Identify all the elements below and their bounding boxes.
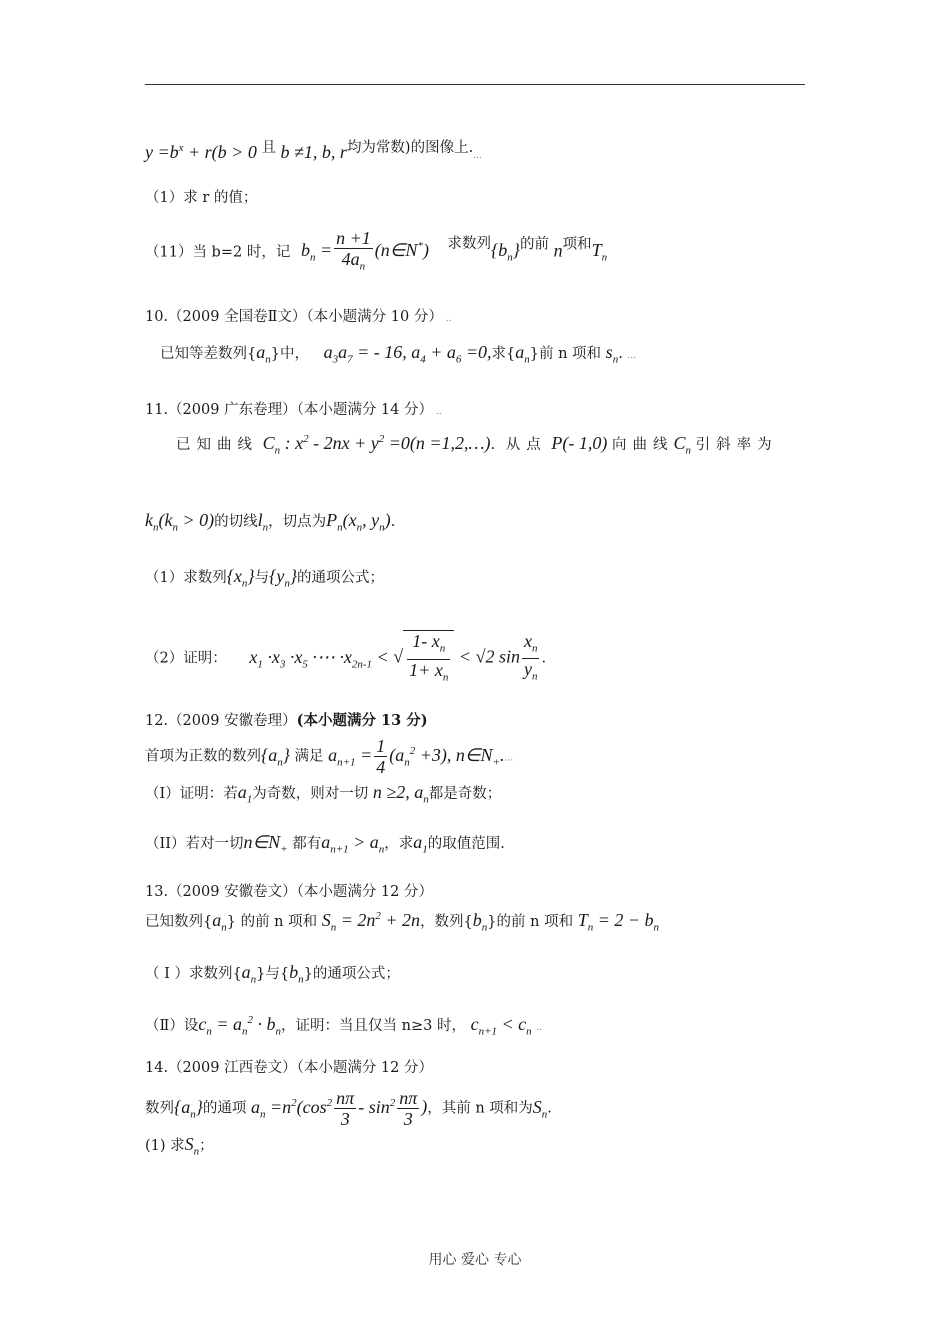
text: （Ⅱ）设 [145, 1018, 199, 1034]
problem-12-body: 首项为正数的数列$\{a_n\}$ 满足 $a_{n+1}$ = $\frac{1}{4}$ $(a_n^2 +3)$, $n\in N_+$.... [145, 736, 514, 777]
problem-14-q1: (1) 求$S_n$； [145, 1134, 214, 1158]
problem-12-qi: （I）证明：若$a_1$为奇数，则对一切 n ≥2, $a_n$都是奇数； [145, 782, 502, 806]
text: 与 [254, 570, 270, 586]
text: 求{ [491, 346, 516, 362]
text: 的通项公式； [297, 570, 385, 586]
text: （11）当 b=2 时，记 [145, 244, 291, 261]
text: 数列 [145, 1100, 174, 1117]
text: 已知曲线 [176, 437, 258, 453]
text: 11.（2009 广东卷理）（本小题满分 14 分） [145, 402, 433, 418]
text: (本小题满分 13 分) [296, 712, 428, 729]
problem-11-body: 已知曲线 $C_n$ : $x^2 - 2nx + y^2 =0(n$ =1,2,…). 从点 P(- 1,0) 向曲线$C_n$ 引斜率为 [176, 433, 778, 457]
text: 的切线 [214, 514, 258, 530]
text: }中， [270, 346, 309, 362]
text: 从点 [505, 437, 547, 453]
text: }前 n 项和 [529, 346, 602, 362]
page-footer: 用心 爱心 专心 [428, 1252, 522, 1268]
problem-10-header: 10.（2009 全国卷Ⅱ文）（本小题满分 10 分） .. [145, 309, 452, 325]
text: 引斜率为 [695, 437, 778, 453]
problem-12-qii: （II）若对一切$n\in N_+$ 都有$a_{n+1} > a_n$，求$a_1$的取值范围. [145, 832, 505, 856]
problem-13-body: 已知数列$\{a_n\}$ 的前 n 项和 $S_n = 2n^2 + 2n$，数列$\{b_n\}$的前 n 项和 $T_n = 2 - b_n$ [145, 910, 660, 934]
text: 向曲线 [611, 437, 674, 453]
text: 已知等差数列{ [160, 346, 257, 362]
problem-12-header [145, 709, 428, 730]
text: ，求 [384, 836, 414, 852]
text: （I）证明：若 [145, 786, 238, 802]
problem-14-body: 数列$\{a_n\}$的通项 $a_n =n^2(\cos^2$ $\frac{n\pi}{3}$ - $\sin^2$ $\frac{n\pi}{3}$ )，其前 n 项和为$S_n$. [145, 1088, 552, 1129]
function-line: $y =b^x + r(b > 0$ 且 b ≠1, b, r均为常数)的图像上.... [145, 140, 482, 162]
text: (1) 求 [145, 1138, 185, 1154]
text: 都有 [292, 836, 322, 852]
problem-11-q2: （2）证明： $x_1 \cdot x_3 \cdot x_5$ ·⋯ $\cdot x_{2n-1}$ < √ $\frac{1- x_n}{1+ x_n}$ < √2 sin $\frac{x_n}{y_n}$ . [145, 630, 546, 687]
text: }与{ [256, 966, 290, 982]
text: 项和 [562, 236, 592, 253]
text: 10.（2009 全国卷Ⅱ文）（本小题满分 10 分） [145, 309, 443, 325]
text: 都是奇数； [428, 786, 502, 802]
problem-13-qii: （Ⅱ）设$c_n = a_n^2 \cdot b_n$，证明：当且仅当 n≥3 时， $c_{n+1} < c_n$ .. [145, 1014, 542, 1038]
problem-10-body: 已知等差数列$\{a_n\}$中， $a_3a_7$ = - 16, $a_4 + a_6 =0$,求$\{a_n\}$前 n 项和 $s_n$. ... [160, 342, 636, 366]
text: 的通项 [202, 1100, 247, 1117]
text: （2）证明： [145, 650, 227, 667]
header-rule [145, 84, 805, 85]
question-ii: （11）当 b=2 时，记 $b_n$ = $\frac{n +1}{4a_n}$ (n∈N*) 求数列$\{b_n\}$的前 n项和$T_n$ [145, 228, 608, 273]
text: （II）若对一切 [145, 836, 244, 852]
problem-11-header: 11.（2009 广东卷理）（本小题满分 14 分） .. [145, 402, 442, 418]
text: ，切点为 [268, 514, 327, 530]
problem-14-header: 14.（2009 江西卷文）（本小题满分 12 分） [145, 1060, 433, 1076]
problem-13-qi: （ Ⅰ ）求数列$\{a_n\}$与$\{b_n\}$的通项公式； [145, 962, 400, 986]
text: }的前 n 项和 [487, 914, 574, 930]
text: 首项为正数的数列 [145, 748, 261, 765]
text: ，证明：当且仅当 n≥3 时， [281, 1018, 466, 1034]
problem-13-header: 13.（2009 安徽卷文）（本小题满分 12 分） [145, 884, 433, 900]
text: 的取值范围. [427, 836, 505, 852]
text: 为奇数，则对一切 [252, 786, 369, 802]
text: 12.（2009 安徽卷理） [145, 713, 297, 729]
text: （ Ⅰ ）求数列{ [145, 966, 242, 982]
text: ，其前 n 项和为 [427, 1100, 533, 1117]
text: 满足 [294, 748, 324, 765]
text: 求数列 [447, 236, 492, 253]
text: 已知数列{ [145, 914, 213, 930]
formula-b-cond: b ≠1, b, r [280, 142, 347, 162]
text: } 的前 n 项和 [226, 914, 318, 930]
text: 均为常数)的图像上. [346, 140, 474, 156]
text: ，数列{ [420, 914, 473, 930]
problem-11-q1: （1）求数列$\{x_n\}$与$\{y_n\}$的通项公式； [145, 566, 385, 590]
text: }的通项公式； [303, 966, 400, 982]
formula-exp: $y =b^x + r(b > 0$ [145, 142, 257, 162]
text: 的前 [519, 236, 549, 253]
problem-11-body-2: $k_n(k_n > 0)$的切线$l_n$，切点为$P_n(x_n$, $y_n$). [145, 510, 396, 534]
question-r: （1）求 r 的值； [145, 190, 258, 206]
text: （1）求数列 [145, 570, 227, 586]
